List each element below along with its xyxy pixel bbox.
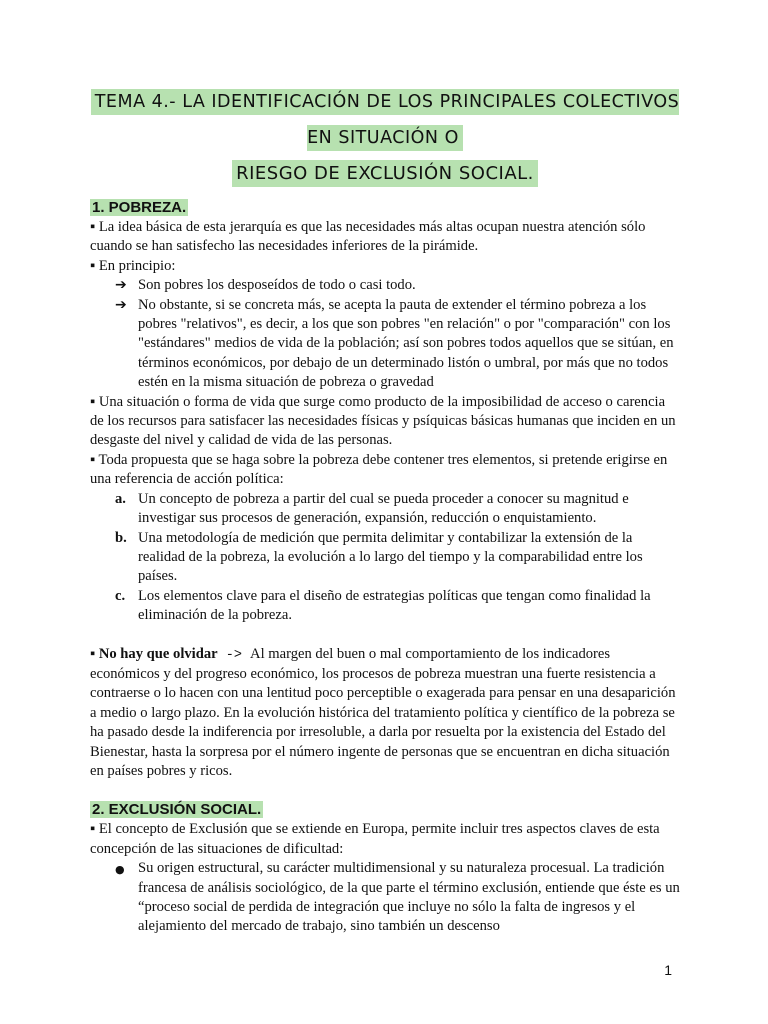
title-line-1: TEMA 4.- LA IDENTIFICACIÓN DE LOS PRINCIPALES COLECTIVOS EN SITUACIÓN O xyxy=(91,89,680,151)
arrow-icon: ➔ xyxy=(115,296,127,313)
bullet-icon: ● xyxy=(115,863,125,877)
page-number: 1 xyxy=(664,962,672,978)
bullet-item: ● Su origen estructural, su carácter multidimensional y su naturaleza procesual. La tradición francesa de análisis sociológico, de la que parte el término exclusión, entiende que éste es un “proceso social de perdida de integración que incluye no sólo la falta de ingresos y el alejamiento del mercado de trabajo, sino también un descenso xyxy=(115,860,680,935)
list-item-b: b. Una metodología de medición que permita delimitar y contabilizar la extensión de la realidad de la pobreza, la evolución a lo largo del tiempo y la comparabilidad entre los países. xyxy=(115,529,643,585)
paragraph: ▪ El concepto de Exclusión que se extiende en Europa, permite incluir tres aspectos claves de esta concepción de las situaciones de dificultad: xyxy=(90,821,660,857)
paragraph: ▪ La idea básica de esta jerarquía es que las necesidades más altas ocupan nuestra atención sólo cuando se han satisfecho las necesidades inferiores de la pirámide. xyxy=(90,219,646,255)
document-title xyxy=(90,84,680,192)
note-paragraph: ▪ No hay que olvidar -> Al margen del buen o mal comportamiento de los indicadores económicos y del progreso económico, los procesos de pobreza muestran una fuerte resistencia a contraerse o lo hacen con una lentitud poco perceptible o exagerada para pensar en una desaparición a medio o largo plazo. En la evolución histórica del tratamiento política y científico de la pobreza se ha pasado desde la indiferencia por irresoluble, a darla por resuelta por la existencia del Estado del Bienestar, hasta la sorpresa por el número ingente de personas que se encuentran en dicha situación en países pobres y ricos. xyxy=(90,645,676,779)
list-item-a: a. Un concepto de pobreza a partir del cual se pueda proceder a conocer su magnitud e investigar sus procesos de generación, expansión, reducción o enquistamiento. xyxy=(115,490,629,527)
paragraph: ▪ Una situación o forma de vida que surge como producto de la imposibilidad de acceso o carencia de los recursos para satisfacer las necesidades físicas y psíquicas básicas humanas que inciden en un desgaste del nivel y calidad de vida de las personas. xyxy=(90,393,676,449)
paragraph: ▪ Toda propuesta que se haga sobre la pobreza debe contener tres elementos, si pretende erigirse en una referencia de acción política: xyxy=(90,451,668,488)
arrow-icon: ➔ xyxy=(115,277,127,294)
section-heading-pobreza: 1. POBREZA. xyxy=(92,199,187,216)
section-heading-exclusion: 2. EXCLUSIÓN SOCIAL. xyxy=(92,801,262,819)
title-line-2: RIESGO DE EXCLUSIÓN SOCIAL. xyxy=(232,160,538,187)
list-item-c: c. Los elementos clave para el diseño de estrategias políticas que tengan como finalidad la eliminación de la pobreza. xyxy=(115,587,651,624)
document-page xyxy=(90,84,680,937)
arrow-item: ➔ No obstante, si se concreta más, se acepta la pauta de extender el término pobreza a los pobres "relativos", es decir, a los que son pobres "en relación" o por "comparación" con los "estándares" medios de vida de la población; así son pobres todos aquellos que se sitúan, en términos económicos, por debajo de un determinado listón o umbral, por más que no todos estén en la misma situación de pobreza o gravedad xyxy=(115,296,674,391)
paragraph: ▪ En principio: xyxy=(90,257,176,274)
arrow-item: ➔ Son pobres los desposeídos de todo o casi todo. xyxy=(90,276,680,295)
